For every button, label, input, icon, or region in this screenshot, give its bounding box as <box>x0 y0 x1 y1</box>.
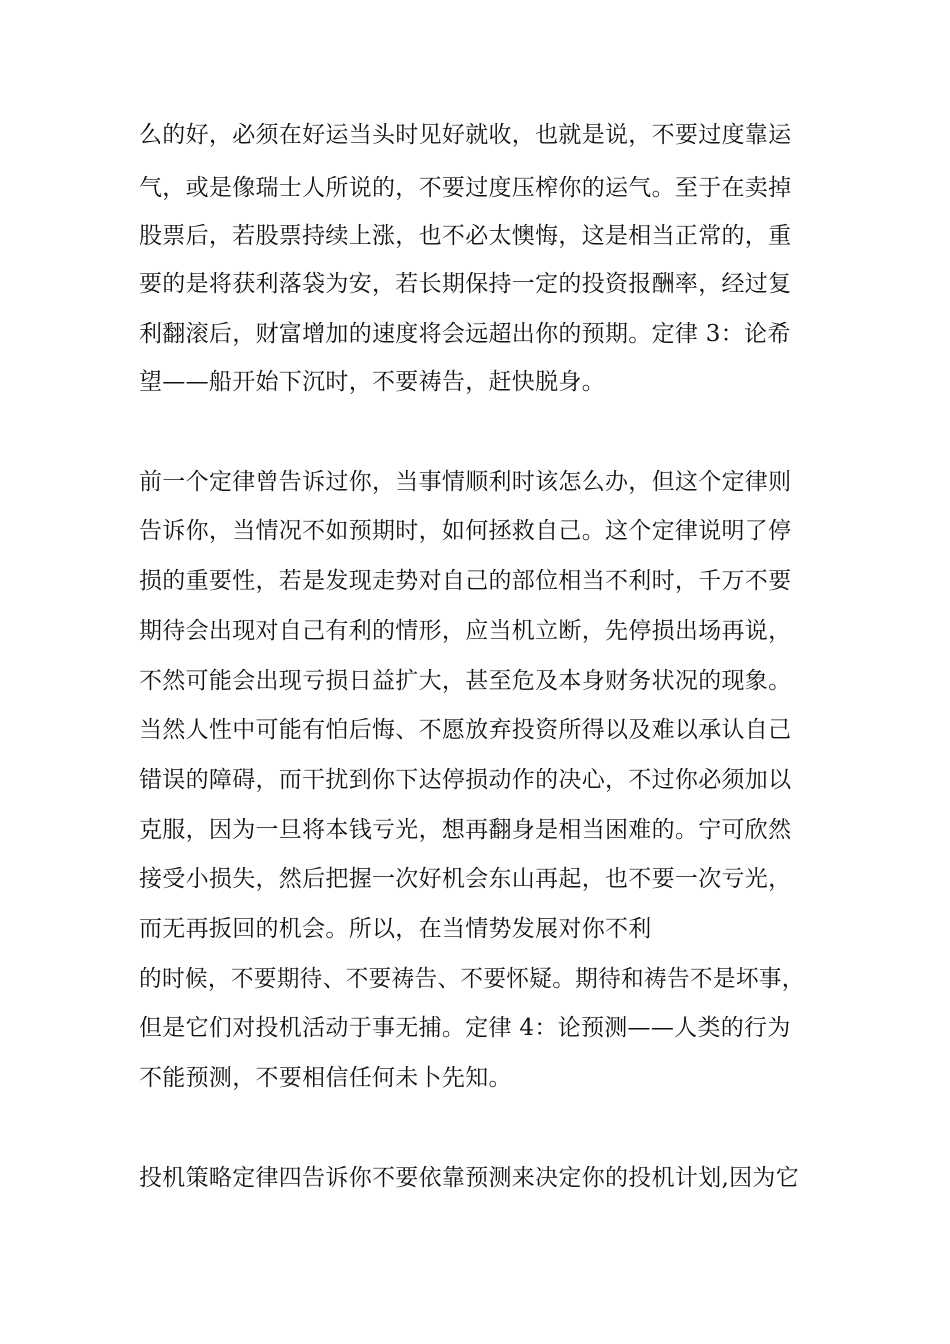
text-line: 的时候，不要期待、不要祷告、不要怀疑。期待和祷告不是坏事， <box>139 966 805 992</box>
text-line: 么的好，必须在好运当头时见好就收，也就是说，不要过度靠运 <box>139 122 792 148</box>
text-line: 期待会出现对自己有利的情形，应当机立断，先停损出场再说， <box>139 618 792 644</box>
text-line: 望——船开始下沉时，不要祷告，赶快脱身。 <box>139 369 605 395</box>
text-line: 气，或是像瑞士人所说的，不要过度压榨你的运气。至于在卖掉 <box>139 175 792 201</box>
text-line: 前一个定律曾告诉过你，当事情顺利时该怎么办，但这个定律则 <box>139 469 792 495</box>
text-line: 但是它们对投机活动于事无捕。定律 4：论预测——人类的行为 <box>139 1015 791 1041</box>
text-line: 损的重要性，若是发现走势对自己的部位相当不利时，千万不要 <box>139 568 792 594</box>
text-line: 投机策略定律四告诉你不要依靠预测来决定你的投机计划,因为它 <box>139 1165 800 1191</box>
text-line: 接受小损失，然后把握一次好机会东山再起，也不要一次亏光， <box>139 866 792 892</box>
text-line: 克服，因为一旦将本钱亏光，想再翻身是相当困难的。宁可欣然 <box>139 817 792 843</box>
text-line: 股票后，若股票持续上涨，也不必太懊悔，这是相当正常的，重 <box>139 223 792 249</box>
text-line: 而无再扳回的机会。所以，在当情势发展对你不利 <box>139 916 652 942</box>
text-line: 错误的障碍，而干扰到你下达停损动作的决心，不过你必须加以 <box>139 767 792 793</box>
text-line: 利翻滚后，财富增加的速度将会远超出你的预期。定律 3：论希 <box>139 321 791 347</box>
text-line: 不然可能会出现亏损日益扩大，甚至危及本身财务状况的现象。 <box>139 668 792 694</box>
text-line: 告诉你，当情况不如预期时，如何拯救自己。这个定律说明了停 <box>139 518 792 544</box>
text-line: 当然人性中可能有怕后悔、不愿放弃投资所得以及难以承认自己 <box>139 717 792 743</box>
text-line: 要的是将获利落袋为安，若长期保持一定的投资报酬率，经过复 <box>139 271 792 297</box>
text-line: 不能预测，不要相信任何未卜先知。 <box>139 1065 512 1091</box>
